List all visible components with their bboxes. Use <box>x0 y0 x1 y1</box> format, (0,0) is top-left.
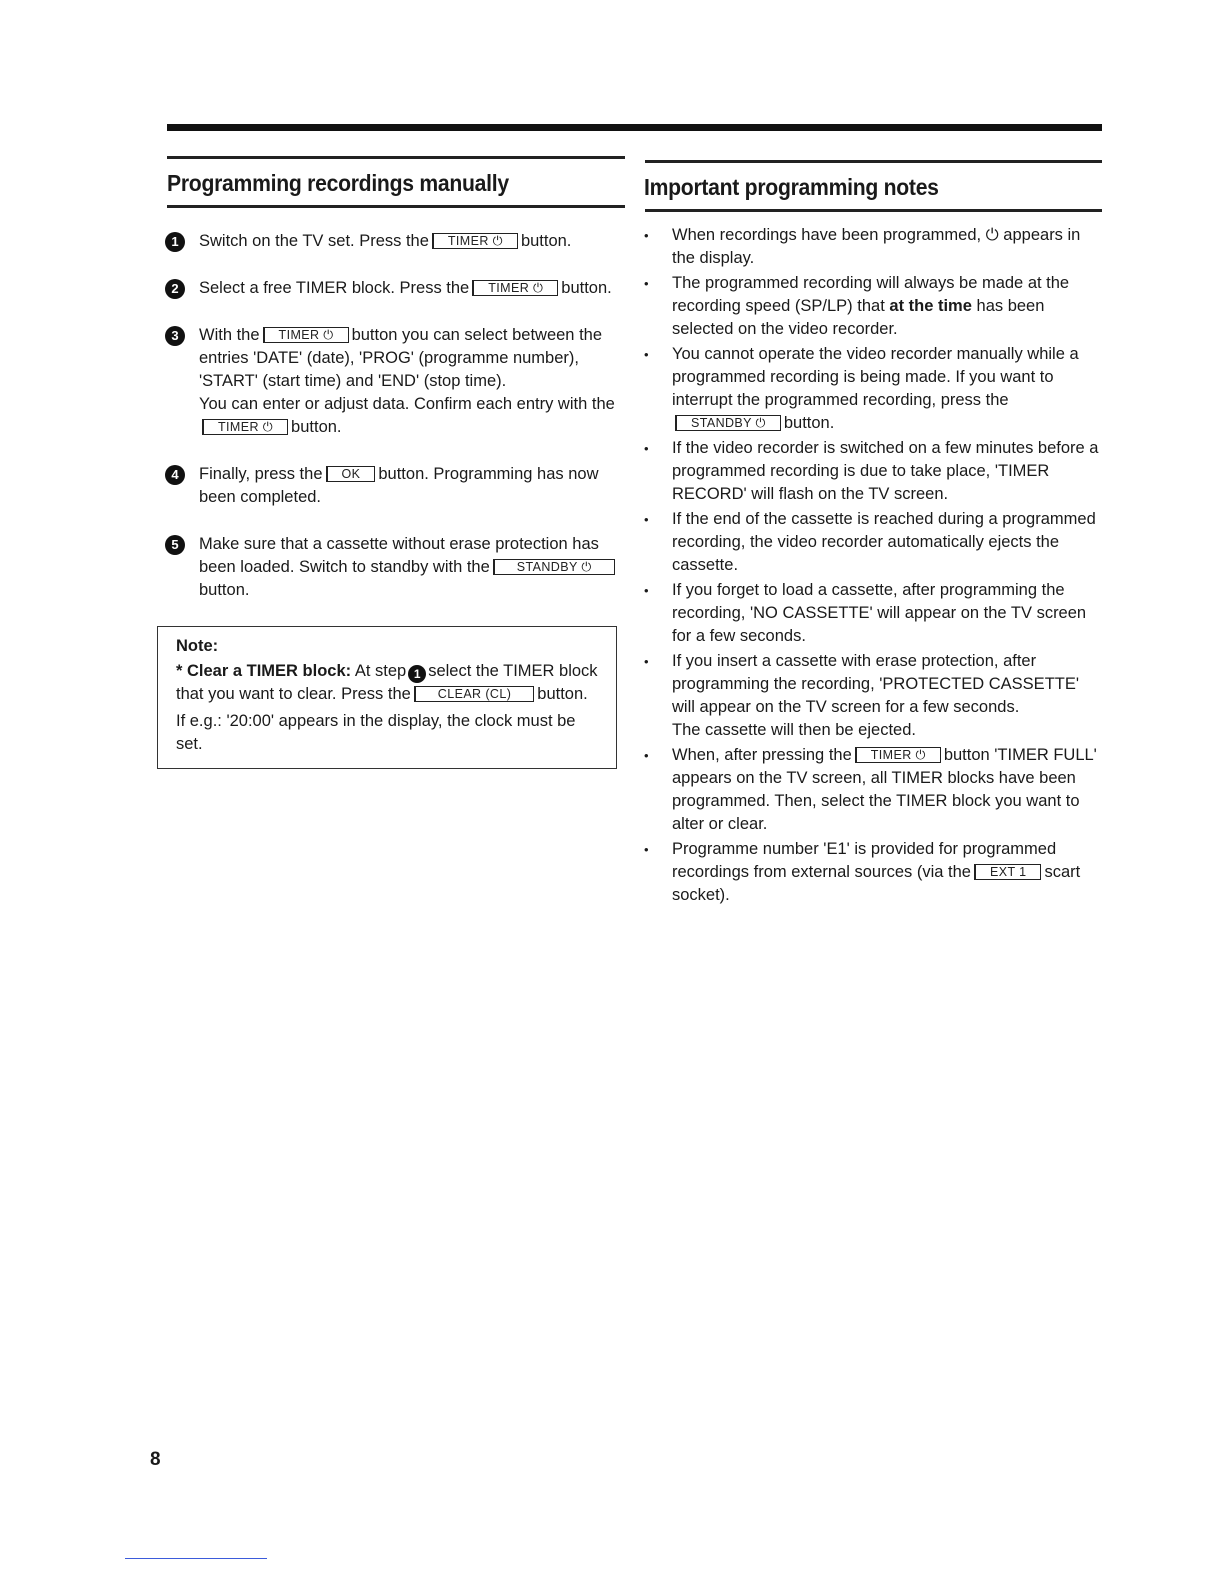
section-rule-bottom <box>645 209 1102 212</box>
timer-button-label: TIMER ⏻ <box>202 419 288 435</box>
standby-button-label: STANDBY ⏻ <box>675 415 781 431</box>
step-number: 4 <box>165 465 185 485</box>
note-item: • When, after pressing the TIMER ⏻ button 'TIMER FULL' appears on the TV screen, all TIMER blocks have been programmed. Then, select the TIMER block you want to alter or clear. <box>640 744 1102 836</box>
step-number: 2 <box>165 279 185 299</box>
step-number: 5 <box>165 535 185 555</box>
note-clock-text: If e.g.: '20:00' appears in the display, the clock must be set. <box>176 712 576 753</box>
step-ref: 1 <box>408 665 426 683</box>
left-column <box>157 156 625 769</box>
note-item: • The programmed recording will always be made at the recording speed (SP/LP) that at the time has been selected on the video recorder. <box>640 272 1102 341</box>
steps-list <box>157 230 625 602</box>
top-rule <box>167 124 1102 131</box>
step-5: 5 Make sure that a cassette without erase protection has been loaded. Switch to standby with the STANDBY ⏻button. <box>165 533 625 602</box>
note-item: • If the video recorder is switched on a few minutes before a programmed recording is due to take place, 'TIMER RECORD' will flash on the TV screen. <box>640 437 1102 506</box>
note-box: Note: * Clear a TIMER block: At step 1 select the TIMER block that you want to clear. Press the CLEAR (CL) button. If e.g.: '20:00' appears in the display, the clock must be set. <box>157 626 617 769</box>
step-number: 3 <box>165 326 185 346</box>
note-title: Note: <box>176 637 219 655</box>
section-title: Important programming notes <box>644 174 939 200</box>
note-item: • You cannot operate the video recorder manually while a programmed recording is being made. If you want to interrupt the programmed recording, press the STANDBY ⏻ button. <box>640 343 1102 435</box>
clear-button-label: CLEAR (CL) <box>414 686 534 702</box>
step-4: 4 Finally, press the OK button. Programming has now been completed. <box>165 463 625 509</box>
timer-button-label: TIMER ⏻ <box>855 747 941 763</box>
note-lead: * Clear a TIMER block: <box>176 662 352 680</box>
standby-button-label: STANDBY ⏻ <box>493 559 615 575</box>
note-item: • When recordings have been programmed, ⏻ appears in the display. <box>640 224 1102 270</box>
section-title: Programming recordings manually <box>167 170 509 196</box>
step-number: 1 <box>165 232 185 252</box>
page-number: 8 <box>150 1449 161 1470</box>
footer-line <box>125 1558 267 1559</box>
note-item: • If you insert a cassette with erase protection, after programming the recording, 'PROTECTED CASSETTE' will appear on the TV screen for a few seconds. The cassette will then be ejected. <box>640 650 1102 742</box>
timer-button-label: TIMER ⏻ <box>472 280 558 296</box>
ok-button-label: OK <box>326 466 376 482</box>
right-column <box>640 160 1102 909</box>
timer-button-label: TIMER ⏻ <box>263 327 349 343</box>
timer-button-label: TIMER ⏻ <box>432 233 518 249</box>
section-rule-top <box>645 160 1102 163</box>
step-1: 1 Switch on the TV set. Press the TIMER ⏻ button. <box>165 230 625 253</box>
note-item: • Programme number 'E1' is provided for programmed recordings from external sources (via the EXT 1 scart socket). <box>640 838 1102 907</box>
note-item: • If you forget to load a cassette, after programming the recording, 'NO CASSETTE' will appear on the TV screen for a few seconds. <box>640 579 1102 648</box>
ext1-button-label: EXT 1 <box>974 864 1042 880</box>
section-rule-top <box>167 156 625 159</box>
step-3: 3 With the TIMER ⏻ button you can select between the entries 'DATE' (date), 'PROG' (programme number), 'START' (start time) and 'END' (stop time). You can enter or adjust data. Confirm each entry with theTIMER ⏻ button. <box>165 324 625 439</box>
step-2: 2 Select a free TIMER block. Press the TIMER ⏻ button. <box>165 277 625 300</box>
notes-list <box>640 224 1102 907</box>
section-rule-bottom <box>167 205 625 208</box>
note-item: • If the end of the cassette is reached during a programmed recording, the video recorder automatically ejects the cassette. <box>640 508 1102 577</box>
